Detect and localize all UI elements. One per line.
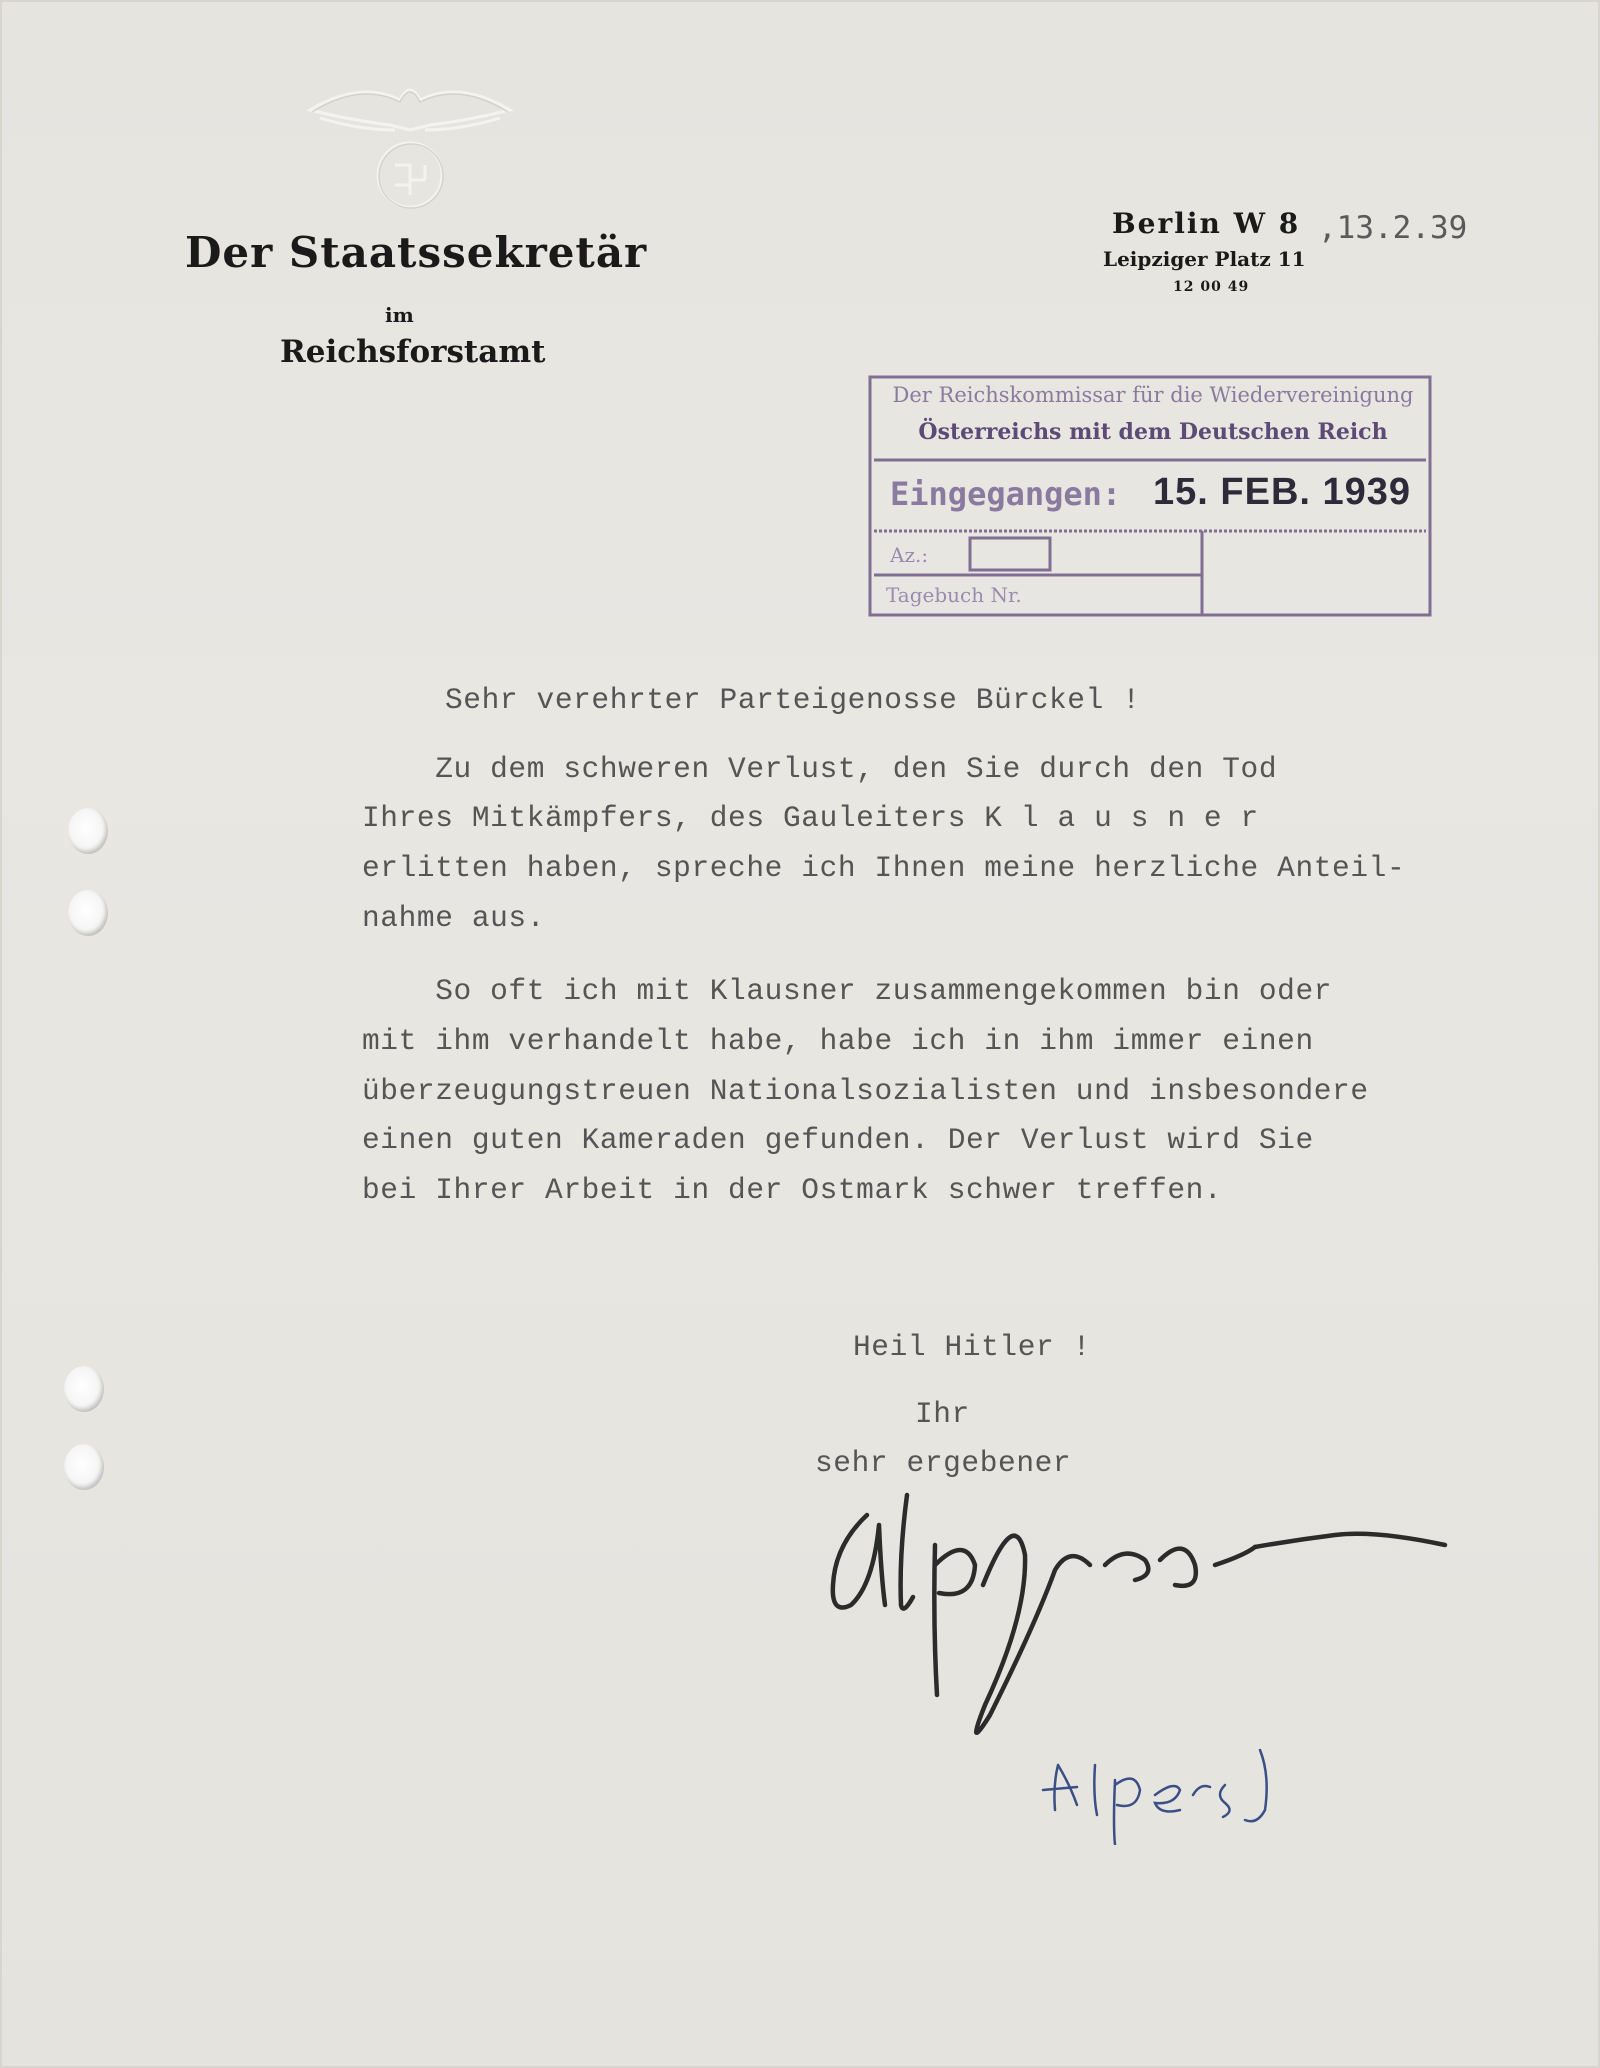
paragraph-2-line: mit ihm verhandelt habe, habe ich in ihm immer einen	[362, 1024, 1314, 1058]
letterhead-office: Reichsforstamt	[280, 334, 546, 370]
letterhead-im: im	[385, 303, 414, 327]
paragraph-2-line: einen guten Kameraden gefunden. Der Verlust wird Sie	[362, 1123, 1314, 1157]
salutation: Sehr verehrter Parteigenosse Bürckel !	[445, 683, 1141, 717]
paragraph-1-line: nahme aus.	[362, 901, 546, 935]
closing-salute: Heil Hitler !	[853, 1330, 1091, 1364]
punch-hole	[68, 808, 108, 854]
stamp-received-label: Eingegangen:	[890, 475, 1122, 513]
handwritten-signature	[815, 1465, 1455, 1845]
paragraph-2-line: bei Ihrer Arbeit in der Ostmark schwer treffen.	[362, 1173, 1223, 1207]
paragraph-2-line: überzeugungstreuen Nationalsozialisten und insbesondere	[362, 1074, 1369, 1108]
letterhead-street: Leipziger Platz 11	[1103, 247, 1306, 271]
paragraph-1-line: erlitten haben, spreche ich Ihnen meine herzliche Anteil-	[362, 851, 1406, 885]
letterhead-title: Der Staatssekretär	[185, 228, 648, 277]
paragraph-1-line: Ihres Mitkämpfers, des Gauleiters K l a u s n e r	[362, 801, 1259, 835]
stamp-field-label: Az.:	[890, 543, 929, 567]
letterhead-phone: 12 00 49	[1173, 279, 1250, 295]
stamp-diary-label: Tagebuch Nr.	[886, 583, 1022, 607]
receipt-stamp	[868, 375, 1432, 617]
punch-hole	[68, 890, 108, 936]
closing-regards: sehr ergebener	[815, 1446, 1072, 1480]
embossed-eagle-seal	[300, 70, 520, 220]
letterhead-city: Berlin W 8	[1112, 207, 1301, 240]
stamp-authority-line1: Der Reichskommissar für die Wiedervereinigung	[892, 383, 1414, 407]
closing-ihr: Ihr	[915, 1397, 970, 1431]
stamp-authority-line2: Österreichs mit dem Deutschen Reich	[918, 419, 1388, 445]
paragraph-2-line: So oft ich mit Klausner zusammengekommen bin oder	[362, 974, 1333, 1008]
punch-hole	[64, 1366, 104, 1412]
paragraph-1-line: Zu dem schweren Verlust, den Sie durch den Tod	[362, 752, 1278, 786]
punch-hole	[64, 1444, 104, 1490]
letter-date: ,13.2.39	[1318, 210, 1468, 246]
stamp-received-date: 15. FEB. 1939	[1153, 471, 1412, 513]
